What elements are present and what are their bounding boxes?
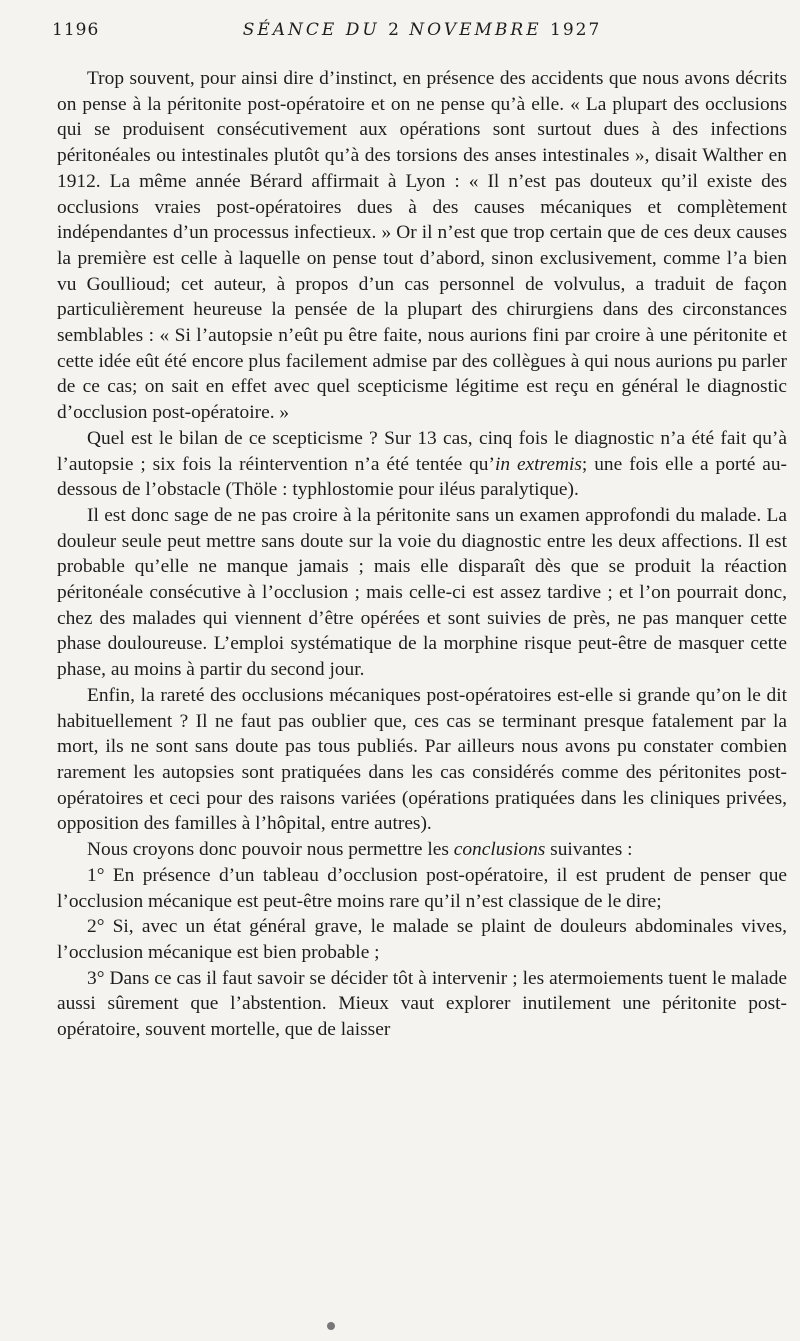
paragraph-1: Trop souvent, pour ainsi dire d’instinct, en présence des accidents que nous avons décrits on pense à la péritonite post-opératoire et on ne pense qu’à elle. « La plupart des occlusions qui se produisent consécutivement aux opérations sont surtout dues à des infections péritonéales ou intestinales plutôt qu’à des torsions des anses intestinales », disait Walther en 1912. La même année Bérard affirmait à Lyon : « Il n’est pas douteux qu’il existe des occlusions vraies post-opératoires dues à des causes mécaniques et complètement indépendantes d’un processus infectieux. » Or il n’est que trop certain que de ces deux causes la première est celle à laquelle on pense tout d’abord, sinon exclusivement, comme l’a bien vu Goullioud; cet auteur, à propos d’un cas personnel de volvulus, a traduit de façon particulièrement heureuse la pensée de la plupart des chirurgiens dans des circonstances semblables : « Si l’autopsie n’eût pu être faite, nous aurions fini par croire à une péritonite et cette idée eût été encore plus facilement admise par des collègues à qui nous aurions pu parler de ce cas; on sait en effet avec quel scepticisme légitime est reçu en général le diagnostic d’occlusion post-opératoire. » [57, 68, 787, 424]
running-head-pre: SÉANCE DU [242, 20, 389, 40]
paragraph-2-part-b: ; une fois elle a porté au-dessous de l’obstacle (Thöle : typhlostomie pour iléus paralytique). [57, 453, 788, 501]
paragraph-5-part-a: Nous croyons donc pouvoir nous permettre les [87, 839, 454, 861]
running-head-day: 2 [388, 20, 401, 40]
printer-mark [327, 1322, 335, 1330]
running-head-year: 1927 [550, 20, 602, 40]
paragraph-5-italic: conclusions [453, 839, 546, 861]
conclusion-3: 3° Dans ce cas il faut savoir se décider tôt à intervenir ; les atermoiements tuent le malade aussi sûrement que l’abstention. Mieux vaut explorer inutilement une péritonite post-opératoire, souvent mortelle, que de laisser [57, 967, 787, 1041]
paragraph-2-part-a: Quel est le bilan de ce scepticisme ? Sur 13 cas, cinq fois le diagnostic n’a été fait qu’à l’autopsie ; six fois la réintervention n’a été tentée qu’ [57, 427, 787, 475]
paragraph-2 [57, 426, 787, 503]
paragraph-5-part-b: suivantes : [545, 839, 633, 861]
page-number: 1196 [52, 20, 100, 40]
running-head [52, 20, 792, 40]
paragraph-2-italic: in extremis [494, 453, 582, 475]
conclusion-1: 1° En présence d’un tableau d’occlusion post-opératoire, il est prudent de penser que l’occlusion mécanique est peut-être moins rare qu’il n’est classique de le dire; [57, 864, 787, 912]
article-body [57, 66, 787, 1043]
conclusion-2: 2° Si, avec un état général grave, le malade se plaint de douleurs abdominales vives, l’occlusion mécanique est bien probable ; [57, 916, 787, 963]
paragraph-5 [57, 837, 787, 863]
paragraph-3: Il est donc sage de ne pas croire à la péritonite sans un examen approfondi du malade. La douleur seule peut mettre sans doute sur la voie du diagnostic entre les deux affections. Il est probable qu’elle ne manque jamais ; mais elle disparaît dès que se produit la réaction péritonéale consécutive à l’occlusion ; mais celle-ci est assez tardive ; et l’on pourrait donc, chez des malades qui viennent d’être opérées et sont suivies de près, ne pas manquer cette phase douloureuse. L’emploi systématique de la morphine risque peut-être de masquer cette phase, au moins à partir du second jour. [57, 504, 787, 681]
page-header [52, 20, 792, 46]
paragraph-4: Enfin, la rareté des occlusions mécaniques post-opératoires est-elle si grande qu’on le dit habituellement ? Il ne faut pas oublier que, ces cas se terminant presque fatalement par la mort, ils ne sont sans doute pas tous publiés. Par ailleurs nous avons pu constater combien rarement les autopsies sont pratiquées dans les cas considérés comme des péritonites post-opératoires et ceci pour des raisons variées (opérations pratiquées dans les cliniques privées, opposition des familles à l’hôpital, entre autres). [57, 684, 787, 835]
running-head-month: NOVEMBRE [400, 20, 551, 40]
